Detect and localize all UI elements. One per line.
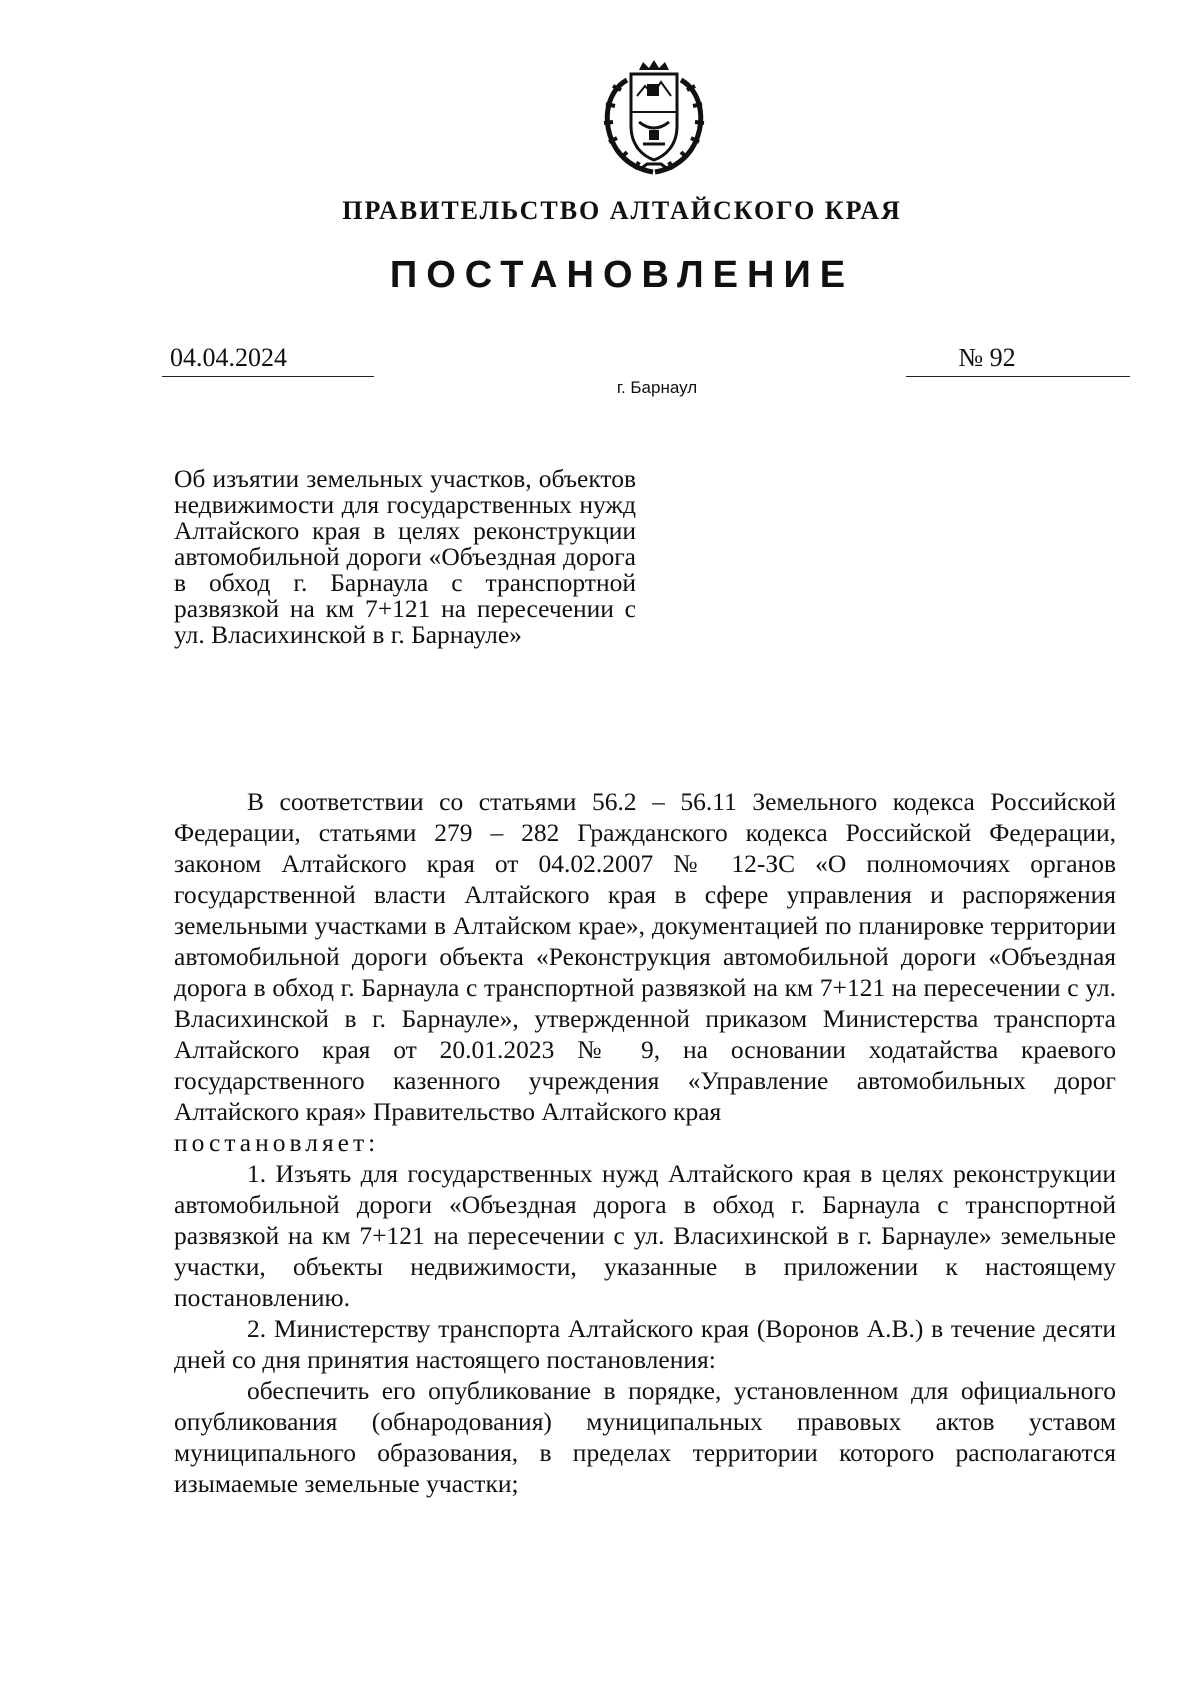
preamble-text: В соответствии со статьями 56.2 – 56.11 Земельного кодекса Российской Федерации, статьями 279 – 282 Гражданского кодекса Российской Федерации, законом Алтайского края от 04.02.2007 № 12-ЗС «О полномочиях органов государственной власти Алтайского края в сфере управления и распоряжения земельными участками в Алтайском крае», документацией по планировке территории автомобильной дороги объекта «Реконструкция автомобильной дороги «Объездная дорога в обход г. Барнаула с транспортной развязкой на км 7+121 на пересечении с ул. Власихинской в г. Барнауле», утвержденной приказом Министерства транспорта Алтайского края от 20.01.2023 № 9, на основании ходатайства краевого государственного казенного учреждения «Управление автомобильных дорог Алтайского края» Правительство Алтайского края xyxy=(174,787,1116,1126)
item-1-paragraph: 1. Изъять для государственных нужд Алтайского края в целях реконструкции автомобильной дороги «Объездная дорога в обход г. Барнаула с транспортной развязкой на км 7+121 на пересечении с ул. Власихинской в г. Барнауле» земельные участки, объекты недвижимости, указанные в приложении к настоящему постановлению. xyxy=(174,1159,1116,1312)
item-2-paragraph: 2. Министерству транспорта Алтайского края (Воронов А.В.) в течение десяти дней со дня принятия настоящего постановления: xyxy=(174,1314,1116,1374)
number-underline xyxy=(906,376,1130,377)
document-body xyxy=(174,786,1116,1499)
coat-of-arms-icon xyxy=(587,60,721,178)
document-title: Об изъятии земельных участков, объектов недвижимости для государственных нужд Алтайского края в целях реконструкции автомобильной дороги «Объездная дорога в обход г. Барнаула с транспортной развязкой на км 7+121 на пересечении с ул. Власихинской в г. Барнауле» xyxy=(174,464,636,649)
decree-paragraph xyxy=(174,1127,1116,1158)
document-number: № 92 xyxy=(958,343,1016,372)
date-underline xyxy=(162,376,374,377)
organization-name: ПРАВИТЕЛЬСТВО АЛТАЙСКОГО КРАЯ xyxy=(342,196,902,225)
city-name: г. Барнаул xyxy=(616,378,698,397)
preamble-paragraph xyxy=(174,786,1116,1127)
decree-word: постановляет: xyxy=(174,1128,380,1157)
coat-of-arms-emblem xyxy=(587,60,721,178)
item-2-subparagraph: обеспечить его опубликование в порядке, установленном для официального опубликования (обнародования) муниципальных правовых актов уставом муниципального образования, в пределах территории которого располагаются изымаемые земельные участки; xyxy=(174,1376,1116,1498)
document-date: 04.04.2024 xyxy=(170,343,287,372)
document-type: ПОСТАНОВЛЕНИЕ xyxy=(389,254,855,296)
